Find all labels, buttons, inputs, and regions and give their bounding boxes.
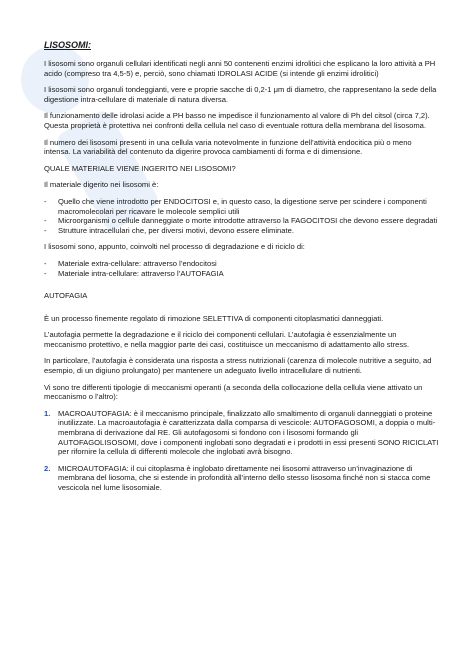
document-page <box>44 40 440 500</box>
list-item: 1. MACROAUTOFAGIA: è il meccanismo principale, finalizzato allo smaltimento di organuli danneggiati o proteine inutilizzate. La macroautofagia è caratterizzata dalla comparsa di vescicole: AUTOFAGOSOMI, a doppia o multi-membrana di derivazione dal RE. Gli autofagosomi si fondono con i lisosomi formando gli AUTOFAGOLISOSOMI, dove i componenti inglobati sono degradati e i prodotti in essi presenti SONO RICICLATI per rifornire la cellula di differenti molecole che inglobati avrà bisogno. <box>44 408 439 457</box>
list-item: - Materiale extra-cellulare: attraverso l’endocitosi <box>44 258 217 268</box>
autofagia-heading: AUTOFAGIA <box>44 291 88 301</box>
bullet-marker: - <box>44 268 47 278</box>
autofagia-paragraph: È un processo finemente regolato di rimozione SELETTIVA di componenti citoplasmatici danneggiati. <box>44 313 384 323</box>
paragraph-intro: I lisosomi sono organuli cellulari identificati negli anni 50 contenenti enzimi idrolitici che esplicano la loro attività a PH acido (compreso tra 4,5-5) e, perciò, sono chiamati IDROLASI ACIDE (si intende gli enzimi idrolitici) <box>44 59 436 78</box>
paragraph-function: Il funzionamento delle idrolasi acide a PH basso ne impedisce il funzionamento al valore di Ph del citsol (circa 7,2). Questa proprietà è protettiva nei confronti della cellula nel caso di eventuale rottura della membrana del lisosoma. <box>44 111 430 130</box>
list-item: 2. MICROAUTOFAGIA: il cui citoplasma è inglobato direttamente nei lisosomi attraverso un’invaginazione di membrana del liosoma, che si estende in profondità all’interno dello stesso lisosoma finché non si stacca come vescicola nel lume lisosomiale. <box>44 463 431 492</box>
bullet-marker: - <box>44 196 47 206</box>
paragraph-shape: I lisosomi sono organuli tondeggianti, vere e proprie sacche di 0,2-1 μm di diametro, che rappresentano la sede della digestione intra-cellulare di materiale di natura diversa. <box>44 85 437 104</box>
process-intro: I lisosomi sono, appunto, coinvolti nel processo di degradazione e di riciclo di: <box>44 242 305 252</box>
material-list <box>44 197 440 235</box>
list-item: - Materiale intra-cellulare: attraverso l’AUTOFAGIA <box>44 268 224 278</box>
bullet-marker: - <box>44 258 47 268</box>
question-heading: QUALE MATERIALE VIENE INGERITO NEI LISOSOMI? <box>44 163 236 173</box>
page-title: LISOSOMI: <box>44 40 91 50</box>
bullet-marker: - <box>44 225 47 235</box>
process-list <box>44 259 440 278</box>
list-item: - Quello che viene introdotto per ENDOCITOSI e, in questo caso, la digestione serve per scindere i componenti macromolecolari per ricavare le molecole semplici utili <box>44 196 427 216</box>
bullet-marker: - <box>44 216 47 226</box>
item-number: 1. <box>44 408 51 418</box>
paragraph-number: Il numero dei lisosomi presenti in una cellula varia notevolmente in funzione dell’attività endocitica più o meno intensa. La variabilità del contenuto da digerire provoca cambiamenti di forma e di dimensione. <box>44 137 412 157</box>
material-intro: Il materiale digerito nei lisosomi è: <box>44 180 159 190</box>
autofagia-paragraph: Vi sono tre differenti tipologie di meccanismi operanti (a seconda della collocazione della cellula viene attivato un meccanismo o l’altro): <box>44 382 423 402</box>
autofagia-paragraph: In particolare, l’autofagia è considerata una risposta a stress nutrizionali (carenza di molecole nutritive a seguito, ad esempio, di un digiuno prolungato) per mantenere un adeguato livello intracellulare di nutrienti. <box>44 356 432 376</box>
list-item: - Microorganismi o cellule danneggiate o morte introdotte attraverso la FAGOCITOSI che devono essere degradati <box>44 216 438 226</box>
list-item: - Strutture intracellulari che, per diversi motivi, devono essere eliminate. <box>44 225 294 235</box>
mechanism-list <box>44 409 440 493</box>
autofagia-paragraph: L’autofagia permette la degradazione e il riciclo dei componenti cellulari. L’autofagia è essenzialmente un meccanismo protettivo, e nella maggior parte dei casi, costituisce un meccanismo di adattamento allo stress. <box>44 330 410 349</box>
item-number: 2. <box>44 463 51 473</box>
